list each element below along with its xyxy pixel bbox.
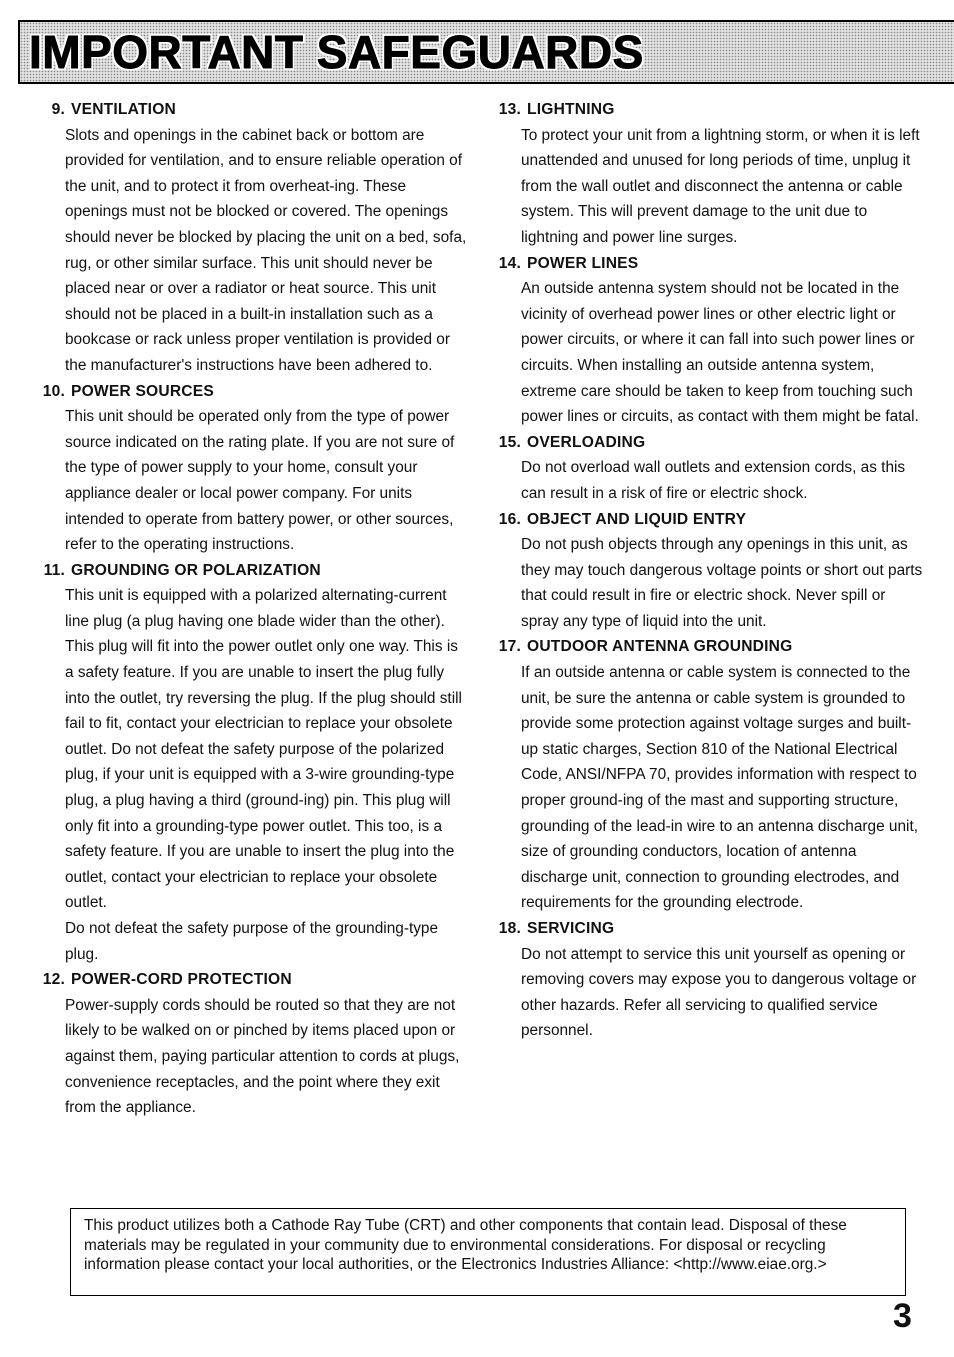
section-title: GROUNDING OR POLARIZATION bbox=[71, 561, 321, 579]
section-title: LIGHTNING bbox=[527, 101, 615, 118]
safeguard-section bbox=[486, 97, 926, 251]
safeguard-section bbox=[486, 251, 926, 430]
section-paragraph: If an outside antenna or cable system is connected to the unit, be sure the antenna or cable system is grounded to provide some protection against voltage surges and built-up static charges, Section 810 of the National Electrical Code, ANSI/NFPA 70, provides information with respect to proper ground-ing of the mast and supporting structure, grounding of the lead-in wire to an antenna discharge unit, size of grounding conductors, location of antenna discharge unit, connection to grounding electrodes, and requirements for the grounding electrode. bbox=[521, 664, 919, 912]
section-heading bbox=[486, 430, 926, 456]
notice-text: This product utilizes both a Cathode Ray Tube (CRT) and other components that contain lead. Disposal of these materials may be regulated in your community due to environmental considerations. For disposal or recycling information please contact your local authorities, or the Electronics Industries Alliance: <http://www.eiae.org.> bbox=[84, 1217, 847, 1273]
section-heading bbox=[30, 97, 470, 123]
section-body bbox=[65, 993, 470, 1121]
section-paragraph: To protect your unit from a lightning storm, or when it is left unattended and unused for long periods of time, unplug it from the wall outlet and disconnect the antenna or cable system. This will prevent damage to the unit due to lightning and power line surges. bbox=[521, 126, 920, 246]
section-number: 14. bbox=[498, 254, 521, 272]
section-paragraph: Do not defeat the safety purpose of the grounding-type plug. bbox=[65, 920, 439, 963]
section-paragraph: Do not push objects through any openings in this unit, as they may touch dangerous voltage points or short out parts that could result in fire or electric shock. Never spill or spray any type of liquid into the unit. bbox=[521, 536, 923, 630]
section-paragraph: An outside antenna system should not be located in the vicinity of overhead power lines or other electric light or power circuits, or where it can fall into such power lines or circuits. When installing an outside antenna system, extreme care should be taken to keep from touching such power lines or circuits, as contact with them might be fatal. bbox=[521, 280, 919, 426]
section-paragraph: Power-supply cords should be routed so that they are not likely to be walked on or pinched by items placed upon or against them, paying particular attention to cords at plugs, convenience receptacles, and the point where they exit from the appliance. bbox=[65, 996, 460, 1117]
safeguard-section bbox=[486, 430, 926, 507]
section-paragraph: Do not overload wall outlets and extension cords, as this can result in a risk of fire or electric shock. bbox=[521, 459, 906, 502]
section-paragraph: This unit is equipped with a polarized alternating-current line plug (a plug having one blade wider than the other). This plug will fit into the power outlet only one way. This is a safety feature. If you are unable to insert the plug fully into the outlet, try reversing the plug. If the plug should still fail to fit, contact your electrician to replace your obsolete outlet. Do not defeat the safety purpose of the polarized plug, if your unit is equipped with a 3-wire grounding-type plug, a plug having a third (ground-ing) pin. This plug will only fit into a grounding-type power outlet. This too, is a safety feature. If you are unable to insert the plug into the outlet, contact your electrician to replace your obsolete outlet. bbox=[65, 587, 462, 912]
safeguard-section bbox=[486, 634, 926, 916]
page-title: IMPORTANT SAFEGUARDS bbox=[29, 26, 644, 78]
safeguard-section bbox=[486, 507, 926, 635]
left-column bbox=[30, 97, 470, 1121]
section-heading bbox=[30, 379, 470, 405]
section-number: 18. bbox=[498, 920, 521, 937]
section-body bbox=[521, 455, 926, 506]
section-heading bbox=[30, 558, 470, 584]
safeguard-section bbox=[30, 97, 470, 379]
section-title: POWER LINES bbox=[527, 254, 639, 272]
section-number: 13. bbox=[498, 101, 521, 118]
safeguard-section bbox=[486, 916, 926, 1044]
section-number: 11. bbox=[43, 561, 65, 579]
safeguard-section bbox=[30, 379, 470, 558]
section-body bbox=[521, 276, 926, 430]
page-number: 3 bbox=[893, 1297, 912, 1335]
section-heading bbox=[486, 251, 926, 277]
section-heading bbox=[486, 916, 926, 942]
section-paragraph: Slots and openings in the cabinet back or bottom are provided for ventilation, and to ensure reliable operation of the unit, and to protect it from overheat-ing. These openings must not be blocked or covered. The openings should never be blocked by placing the unit on a bed, sofa, rug, or other similar surface. This unit should never be placed near or over a radiator or heat source. This unit should not be placed in a built-in installation such as a bookcase or rack unless proper ventilation is provided or the manufacturer's instructions have been adhered to. bbox=[65, 126, 467, 374]
section-heading bbox=[30, 967, 470, 993]
section-title: OBJECT AND LIQUID ENTRY bbox=[527, 510, 747, 528]
section-body bbox=[521, 123, 926, 251]
title-banner bbox=[18, 20, 954, 84]
section-body bbox=[65, 123, 470, 379]
section-paragraph: Do not attempt to service this unit yourself as opening or removing covers may expose you to dangerous voltage or other hazards. Refer all servicing to qualified service personnel. bbox=[521, 945, 917, 1040]
section-number: 12. bbox=[42, 971, 65, 989]
section-title: OUTDOOR ANTENNA GROUNDING bbox=[527, 638, 793, 656]
section-body bbox=[65, 404, 470, 558]
section-body bbox=[65, 583, 470, 967]
section-title: POWER-CORD PROTECTION bbox=[71, 971, 292, 989]
section-body bbox=[521, 660, 926, 916]
section-number: 9. bbox=[51, 101, 65, 118]
right-column bbox=[486, 97, 926, 1044]
section-number: 17. bbox=[498, 638, 521, 656]
section-number: 10. bbox=[42, 382, 65, 400]
section-body bbox=[521, 532, 926, 634]
safeguard-section bbox=[30, 558, 470, 968]
safeguard-section bbox=[30, 967, 470, 1121]
section-title: SERVICING bbox=[527, 920, 615, 937]
section-title: OVERLOADING bbox=[527, 433, 646, 451]
section-heading bbox=[486, 97, 926, 123]
section-body bbox=[521, 942, 926, 1044]
section-title: POWER SOURCES bbox=[71, 382, 214, 400]
section-heading bbox=[486, 507, 926, 533]
section-paragraph: This unit should be operated only from the type of power source indicated on the rating plate. If you are not sure of the type of power supply to your home, consult your appliance dealer or local power company. For units intended to operate from battery power, or other sources, refer to the operating instructions. bbox=[65, 408, 455, 554]
lead-disposal-notice bbox=[70, 1208, 906, 1296]
section-title: VENTILATION bbox=[71, 101, 176, 118]
section-heading bbox=[486, 634, 926, 660]
section-number: 15. bbox=[498, 433, 521, 451]
section-number: 16. bbox=[498, 510, 521, 528]
